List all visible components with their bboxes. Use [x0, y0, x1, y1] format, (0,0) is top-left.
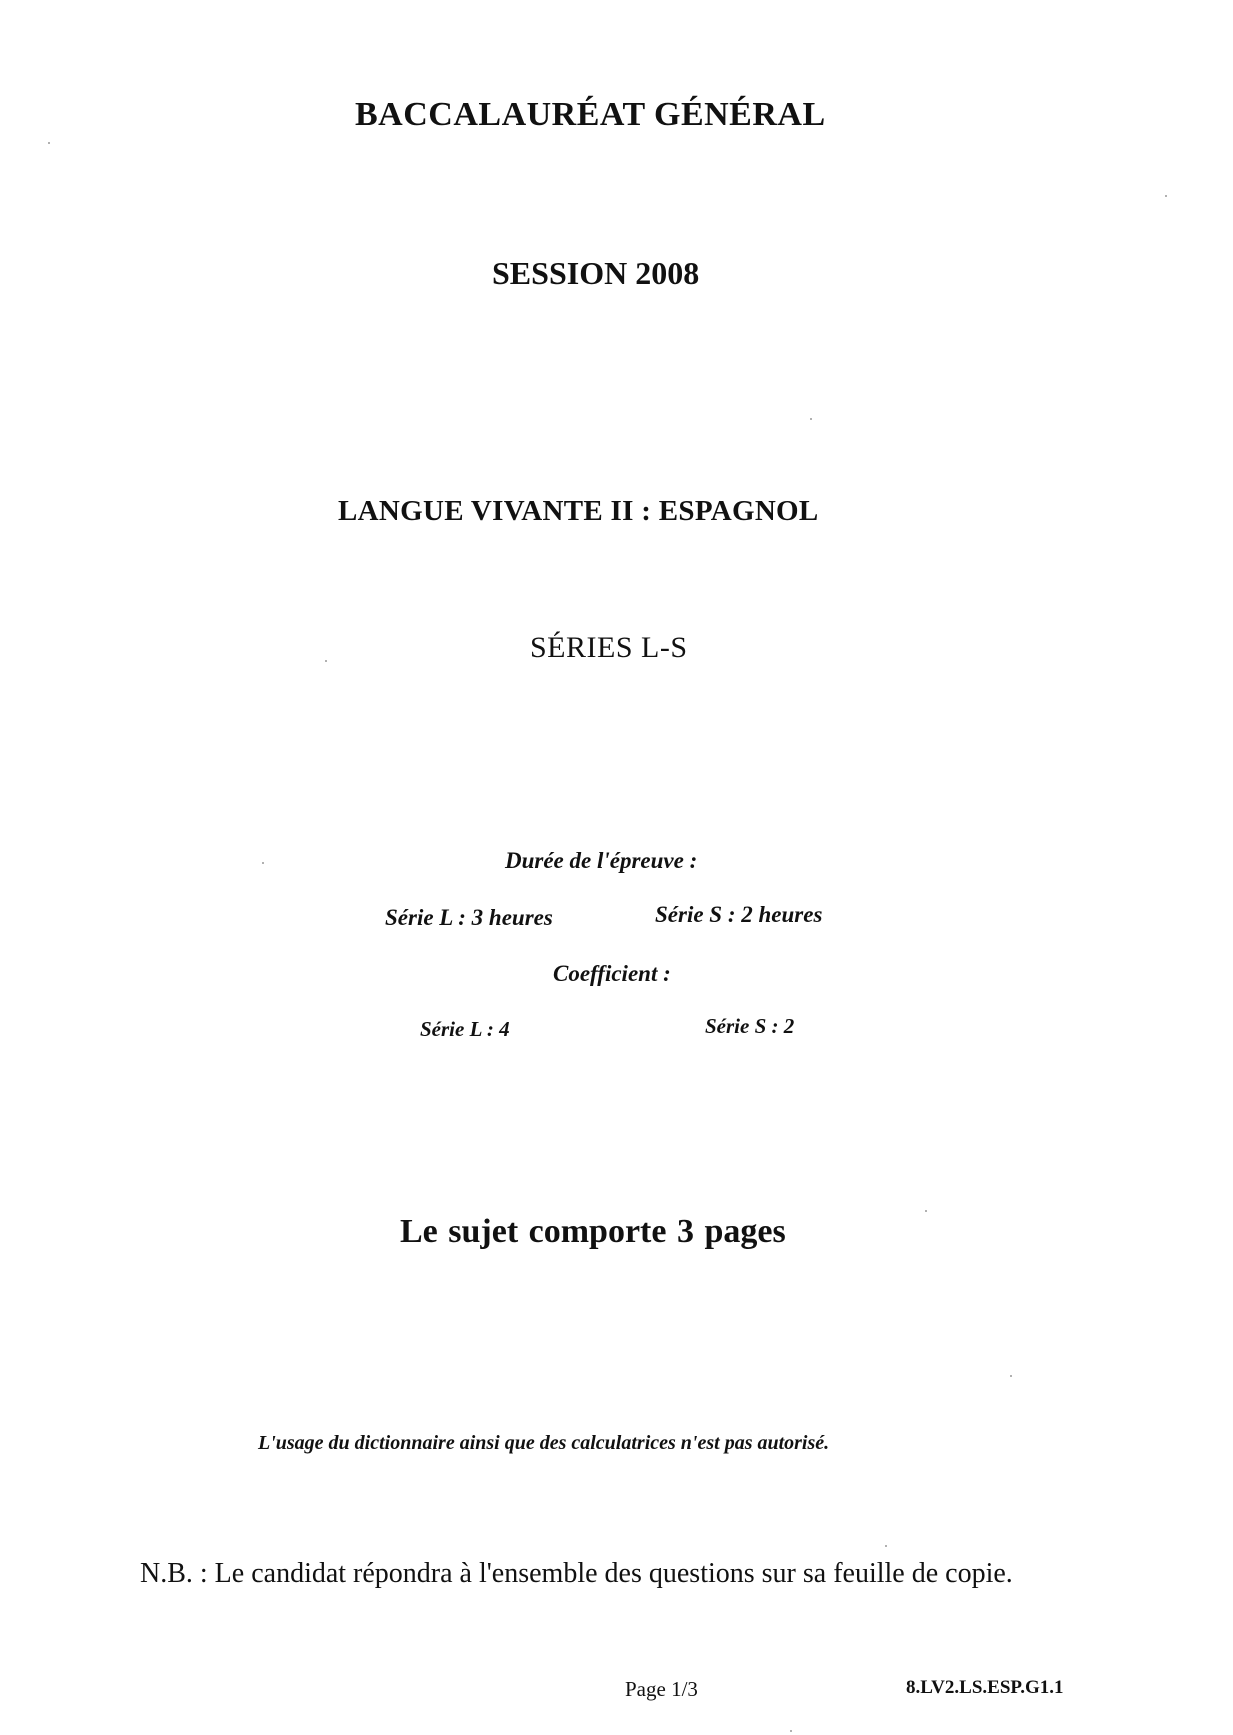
coefficient-series-l: Série L : 4 [420, 1017, 510, 1041]
scan-speck [325, 660, 327, 662]
coefficient-label: Coefficient : [553, 961, 671, 986]
session-year: SESSION 2008 [492, 255, 700, 291]
series-label: SÉRIES L-S [530, 631, 688, 664]
coefficient-series-s: Série S : 2 [705, 1014, 795, 1038]
scan-speck [262, 862, 264, 864]
nb-note: N.B. : Le candidat répondra à l'ensemble des questions sur sa feuille de copie. [140, 1558, 1013, 1589]
scan-speck [925, 1210, 927, 1212]
duration-series-l: Série L : 3 heures [385, 905, 553, 930]
duration-label: Durée de l'épreuve : [505, 848, 698, 873]
scan-speck [790, 1730, 792, 1732]
reference-code: 8.LV2.LS.ESP.G1.1 [906, 1677, 1064, 1698]
scan-speck [1165, 195, 1167, 197]
dictionary-note: L'usage du dictionnaire ainsi que des calculatrices n'est pas autorisé. [258, 1432, 830, 1454]
scan-speck [810, 418, 812, 420]
duration-series-s: Série S : 2 heures [655, 902, 823, 927]
page-number: Page 1/3 [625, 1677, 698, 1701]
scan-speck [48, 142, 50, 144]
scan-speck [885, 1545, 887, 1547]
subject-name: LANGUE VIVANTE II : ESPAGNOL [338, 495, 819, 527]
scan-speck [1010, 1375, 1012, 1377]
exam-title: BACCALAURÉAT GÉNÉRAL [355, 96, 826, 133]
page-count-note: Le sujet comporte 3 pages [400, 1213, 786, 1250]
